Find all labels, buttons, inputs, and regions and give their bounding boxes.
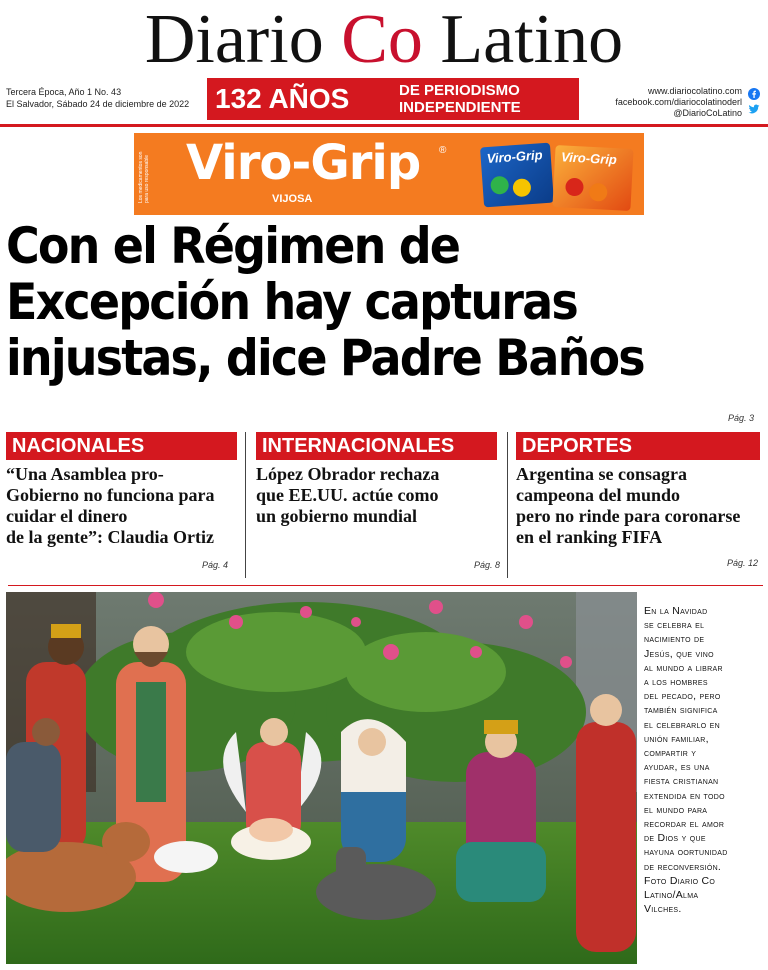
story-line: en el ranking FIFA (516, 527, 663, 547)
pill-red-icon (565, 178, 584, 197)
story-line: un gobierno mundial (256, 506, 418, 526)
section-story (256, 464, 497, 527)
masthead-logo[interactable] (0, 0, 768, 80)
product-box-label: Viro-Grip (486, 147, 544, 167)
masthead-text-co: Co (341, 1, 423, 78)
facebook-link[interactable]: facebook.com/diariocolatinoderl (615, 97, 742, 107)
anniversary-years: 132 AÑOS (215, 83, 350, 114)
section-story (6, 464, 237, 548)
social-icons (748, 88, 762, 115)
story-line: Gobierno no funciona para (6, 485, 215, 505)
facebook-icon[interactable] (748, 88, 760, 100)
masthead-text-2: Latino (422, 1, 624, 78)
ad-registered-mark: ® (439, 145, 447, 156)
ad-brand: Viro-Grip (186, 135, 421, 191)
caption-line: Vilches. (644, 903, 682, 916)
headline-line-2: Excepción hay capturas (6, 273, 577, 331)
section-story (516, 464, 760, 548)
caption-line: también significa (644, 704, 718, 717)
headline-page-ref: Pág. 3 (728, 413, 755, 423)
main-headline[interactable] (6, 218, 702, 386)
edition-line-1: Tercera Época, Año 1 No. 43 (6, 87, 122, 97)
product-box-orange (552, 145, 633, 211)
caption-line: el mundo para (644, 803, 708, 816)
story-line: “Una Asamblea pro- (6, 464, 164, 484)
twitter-icon[interactable] (748, 103, 760, 115)
headline-line-3: injustas, dice Padre Baños (6, 329, 644, 387)
caption-line: de Dios y que (644, 832, 706, 845)
section-internacionales[interactable] (256, 432, 497, 527)
pill-yellow-icon (512, 178, 531, 197)
section-label: NACIONALES (6, 432, 237, 460)
section-deportes[interactable] (516, 432, 760, 548)
caption-line: al mundo a librar (644, 661, 723, 674)
section-label: INTERNACIONALES (256, 432, 497, 460)
caption-line: se celebra el (644, 619, 705, 632)
caption-line: hayuna oortunidad (644, 846, 728, 859)
anniversary-banner (207, 78, 579, 120)
product-box-blue (480, 143, 554, 208)
story-line: Argentina se consagra (516, 464, 687, 484)
caption-line: del pecado, pero (644, 690, 721, 703)
product-box-label: Viro-Grip (560, 149, 618, 168)
ad-side-text: Los medicamentos son para uso responsable (138, 151, 150, 203)
column-divider (507, 432, 508, 578)
caption-line: extendida en todo (644, 789, 725, 802)
story-line: que EE.UU. actúe como (256, 485, 439, 505)
section-page-ref: Pág. 12 (727, 558, 759, 568)
anniversary-line-2: INDEPENDIENTE (399, 99, 521, 116)
caption-line: recordar el amor (644, 818, 725, 831)
masthead-divider (0, 124, 768, 127)
anniversary-line-1: DE PERIODISMO (399, 82, 520, 99)
nativity-scene-image (6, 592, 637, 964)
column-divider (245, 432, 246, 578)
section-label: DEPORTES (516, 432, 760, 460)
edition-info (6, 86, 189, 110)
section-nacionales[interactable] (6, 432, 237, 548)
pill-orange-icon (589, 183, 608, 202)
story-line: pero no rinde para coronarse (516, 506, 741, 526)
section-page-ref: Pág. 8 (474, 560, 501, 570)
caption-line: Latino/Alma (644, 889, 699, 902)
nativity-photo[interactable] (6, 592, 637, 964)
caption-line: nacimiento de (644, 633, 705, 646)
edition-line-2: El Salvador, Sábado 24 de diciembre de 2022 (6, 99, 190, 109)
social-links (615, 86, 742, 119)
twitter-link[interactable]: @DiarioCoLatino (673, 108, 742, 118)
story-line: López Obrador rechaza (256, 464, 440, 484)
section-divider (8, 585, 763, 586)
caption-line: ayudar, es una (644, 761, 710, 774)
caption-line: a los hombres (644, 676, 708, 689)
photo-caption (644, 604, 764, 916)
caption-line: compartir y (644, 747, 697, 760)
story-line: cuidar el dinero (6, 506, 128, 526)
caption-line: de reconversión. (644, 860, 722, 873)
caption-line: Foto Diario Co (644, 874, 716, 887)
caption-line: Jesús, que vino (644, 647, 714, 660)
ad-maker: VIJOSA (272, 193, 313, 205)
section-page-ref: Pág. 4 (202, 560, 229, 570)
website-link[interactable]: www.diariocolatino.com (647, 86, 742, 96)
pill-green-icon (490, 176, 509, 195)
headline-line-1: Con el Régimen de (6, 217, 460, 275)
story-line: campeona del mundo (516, 485, 681, 505)
caption-line: fiesta cristianan (644, 775, 719, 788)
caption-line: el celebrarlo en (644, 718, 720, 731)
caption-line: unión familiar, (644, 732, 709, 745)
caption-line: En la Navidad (644, 605, 708, 617)
anniversary-text (399, 82, 521, 116)
story-line: de la gente”: Claudia Ortiz (6, 527, 214, 547)
viro-grip-advertisement[interactable] (134, 133, 644, 215)
masthead-text-1: Diario (144, 1, 342, 78)
